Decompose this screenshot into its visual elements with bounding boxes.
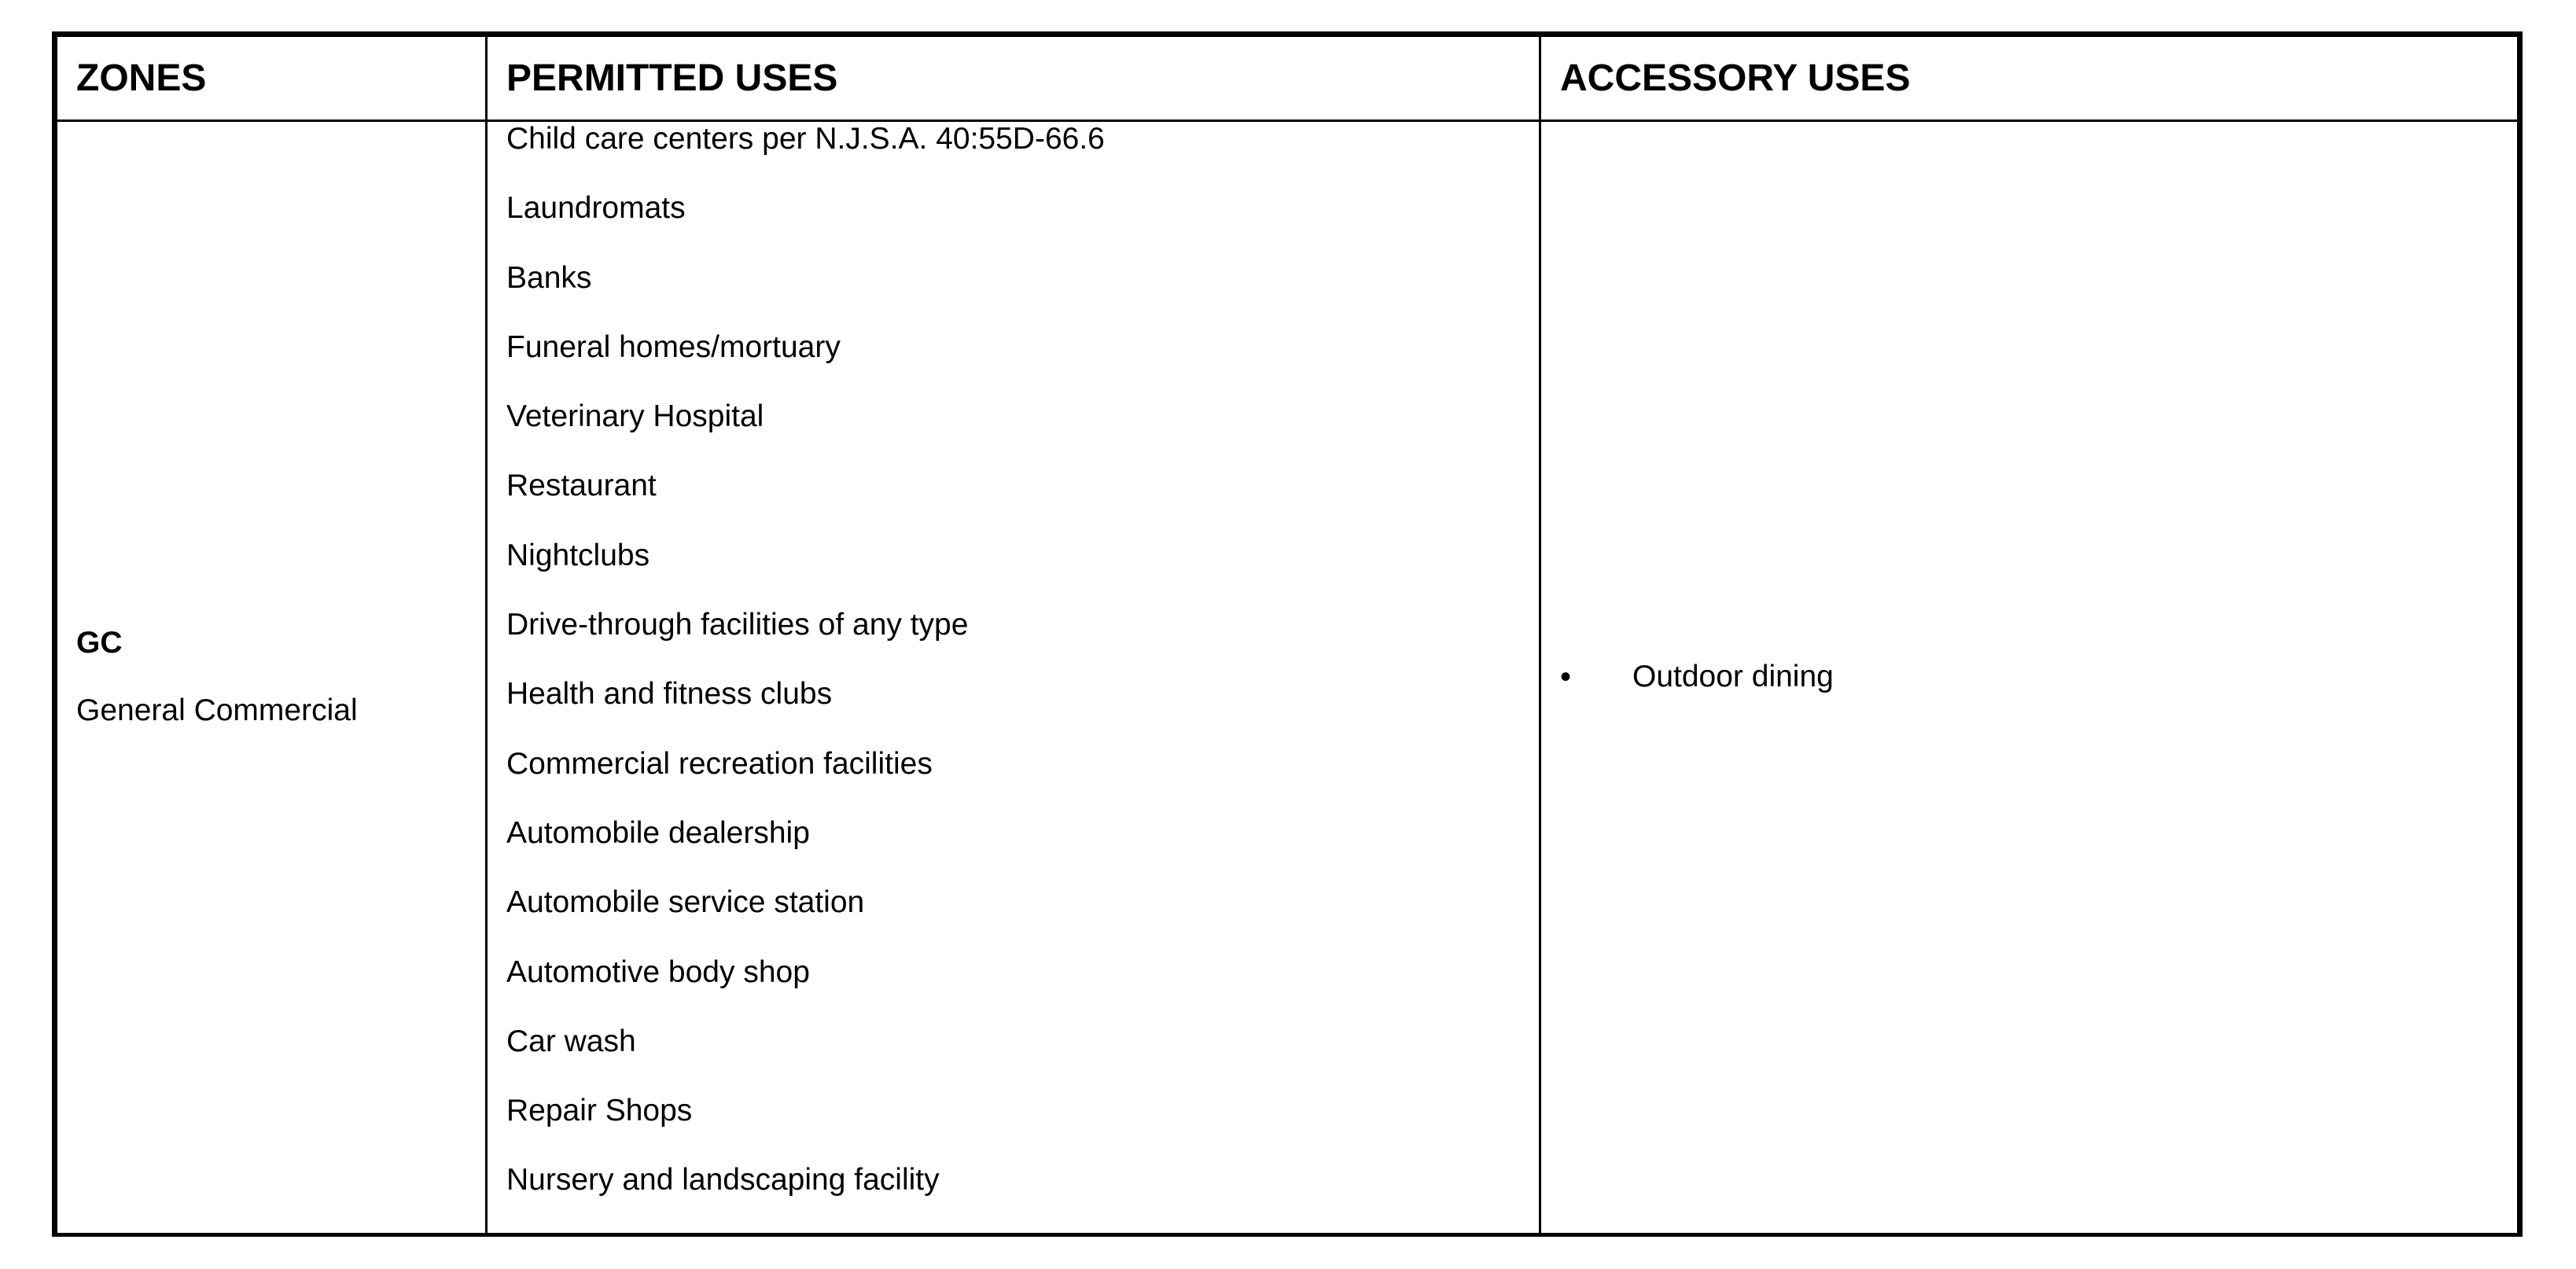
permitted-uses-cell — [487, 121, 1540, 1235]
accessory-uses-list — [1560, 660, 2498, 695]
accessory-uses-cell — [1540, 121, 2520, 1235]
list-item: Restaurant — [506, 469, 657, 503]
zone-name: General Commercial — [76, 693, 358, 728]
list-item: Banks — [506, 260, 592, 295]
list-item — [1560, 660, 2498, 695]
list-item: Child care centers per N.J.S.A. 40:55D-66.6 — [506, 122, 1105, 156]
list-item: Drive-through facilities of any type — [506, 608, 969, 642]
permitted-uses-header: PERMITTED USES — [487, 35, 1540, 121]
zones-header: ZONES — [55, 35, 487, 121]
zone-code: GC — [76, 626, 123, 660]
list-item: Health and fitness clubs — [506, 677, 833, 712]
list-item: Funeral homes/mortuary — [506, 329, 841, 364]
permitted-uses-list — [506, 122, 1520, 1233]
list-item: Commercial recreation facilities — [506, 746, 933, 781]
list-item: Laundromats — [506, 191, 686, 226]
list-item: Nursery and landscaping facility — [506, 1163, 940, 1197]
list-item: Automotive body shop — [506, 955, 810, 989]
bullet-icon: • — [1560, 659, 1572, 694]
table-row — [55, 121, 2520, 1235]
accessory-uses-header: ACCESSORY USES — [1540, 35, 2520, 121]
list-item: Car wash — [506, 1024, 636, 1058]
list-item: Automobile service station — [506, 885, 865, 920]
list-item: Nightclubs — [506, 538, 650, 572]
list-item: Veterinary Hospital — [506, 399, 764, 434]
accessory-use-label: Outdoor dining — [1632, 660, 1834, 694]
zoning-table — [52, 31, 2523, 1237]
header-row — [55, 35, 2520, 121]
zone-cell — [55, 121, 487, 1235]
list-item: Repair Shops — [506, 1094, 693, 1128]
list-item: Automobile dealership — [506, 815, 810, 850]
